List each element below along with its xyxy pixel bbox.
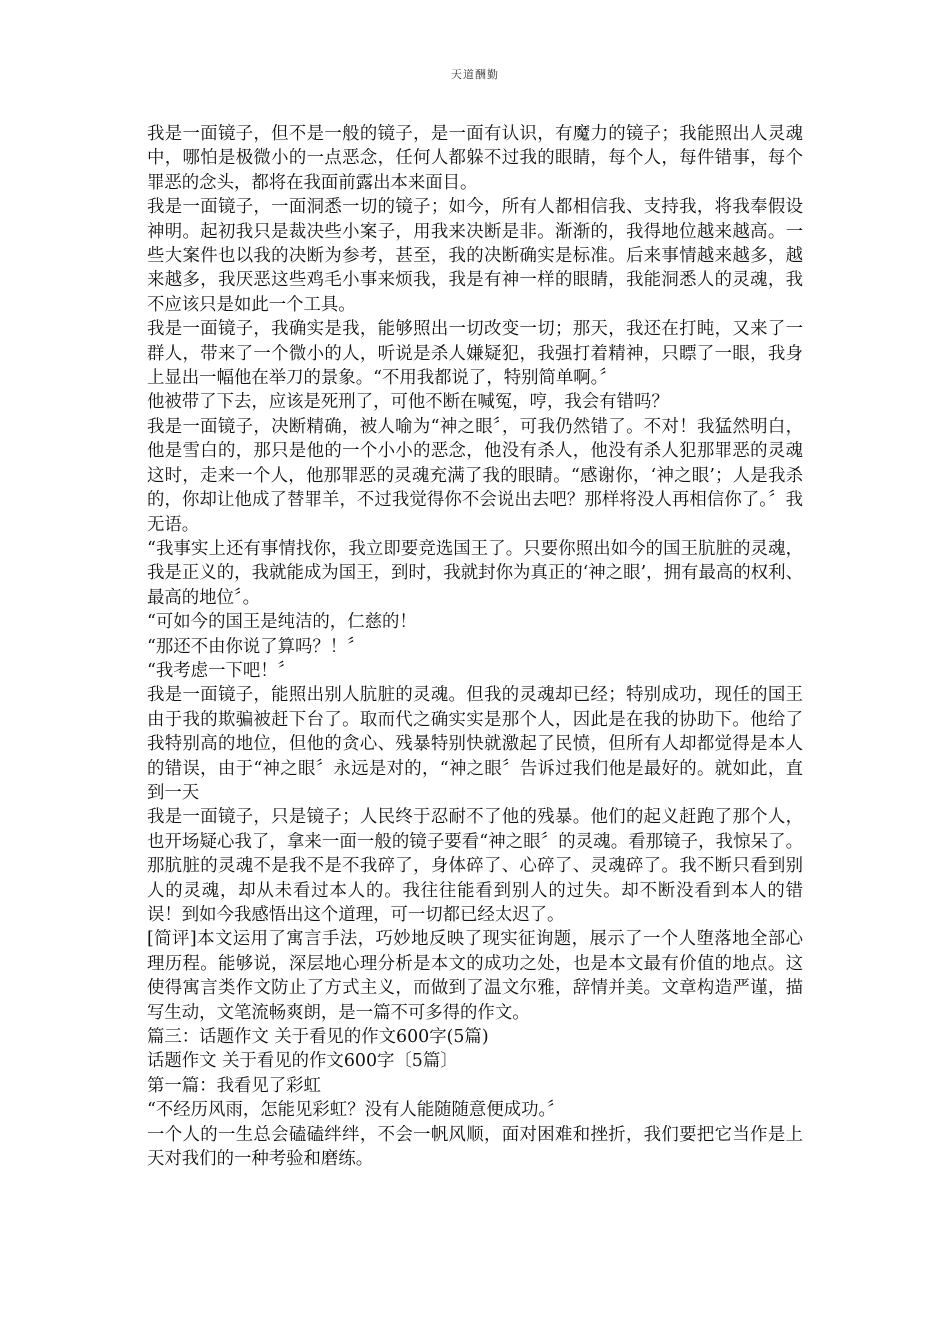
paragraph-dialogue-decide: “那还不由你说了算吗？！〞	[147, 636, 365, 657]
page-header: 天道酬勤	[451, 68, 499, 81]
paragraph-rainbow-body: 一个人的一生总会磕磕绊绊，不会一帆风顺，面对困难和挫折，我们要把它当作是上天对我们的一种考验和磨练。	[147, 1124, 803, 1170]
paragraph-suspect-sentenced: 他被带了下去，应该是死刑了，可他不断在喊冤，哼，我会有错吗？	[147, 392, 669, 413]
paragraph-mirror-status: 我是一面镜子，一面洞悉一切的镜子；如今，所有人都相信我、支持我，将我奉假设神明。起初我只是裁决些小案子，用我来决断是非。渐渐的，我得地位越来越高。一些大案件也以我的决断为参考，甚至，我的决断确实是标准。后来事情越来越多，越来越多，我厌恶这些鸡毛小事来烦我，我是有神一样的眼睛，我能洞悉人的灵魂，我不应该只是如此一个工具。	[147, 197, 803, 315]
paragraph-dialogue-king: “我事实上还有事情找你，我立即要竞选国王了。只要你照出如今的国王肮脏的灵魂，我是正义的，我就能成为国王，到时，我就封你为真正的‘神之眼’，拥有最高的权利、最高的地位〞。	[147, 538, 803, 608]
document-body	[147, 122, 803, 1171]
paragraph-mirror-deceit: 我是一面镜子，能照出别人肮脏的灵魂。但我的灵魂却已经；特别成功，现任的国王由于我的欺骗被赶下台了。取而代之确实实是那个人，因此是在我的协助下。他给了我特别高的地位，但他的贪心、残暴特别快就激起了民愤，但所有人却都觉得是本人的错误，由于“神之眼〞永远是对的，“神之眼〞告诉过我们他是最好的。就如此，直到一天	[147, 685, 803, 803]
essay-title-rainbow: 第一篇：我看见了彩虹	[147, 1075, 321, 1096]
paragraph-mirror-broken: 我是一面镜子，只是镜子；人民终于忍耐不了他的残暴。他们的起义赶跑了那个人，也开场疑心我了，拿来一面一般的镜子要看“神之眼〞的灵魂。看那镜子，我惊呆了。那肮脏的灵魂不是我不是不我碎了，身体碎了、心碎了、灵魂碎了。我不断只看到别人的灵魂，却从未看过本人的。我往往能看到别人的过失。却不断没看到本人的错误！到如今我感悟出这个道理，可一切都已经太迟了。	[147, 807, 803, 925]
paragraph-mirror-suspect: 我是一面镜子，我确实是我，能够照出一切改变一切；那天，我还在打盹，又来了一群人，带来了一个微小的人，听说是杀人嫌疑犯，我强打着精神，只瞟了一眼，我身上显出一幅他在举刀的景象。“不用我都说了，特别简单啊。〞	[147, 319, 803, 389]
paragraph-review: [简评]本文运用了寓言手法，巧妙地反映了现实征询题，展示了一个人堕落地全部心理历程。能够说，深层地心理分析是本文的成功之处，也是本文最有价值的地点。这使得寓言类作文防止了方式主义，而做到了温文尔雅，辞情并美。文章构造严谨，描写生动，文笔流畅爽朗，是一篇不可多得的作文。	[147, 929, 803, 1023]
section-heading-part3: 篇三：话题作文 关于看见的作文600字(5篇)	[147, 1027, 489, 1048]
paragraph-rainbow-quote: “不经历风雨，怎能见彩虹？没有人能随随意便成功。〞	[147, 1100, 565, 1121]
paragraph-dialogue-pure: “可如今的国王是纯洁的，仁慈的！	[147, 612, 417, 633]
section-subheading: 话题作文 关于看见的作文600字〔5篇〕	[147, 1051, 458, 1072]
paragraph-mirror-wrong: 我是一面镜子，决断精确，被人喻为“神之眼〞，可我仍然错了。不对！我猛然明白，他是雪白的，那只是他的一个小小的恶念，他没有杀人，他没有杀人犯那罪恶的灵魂这时，走来一个人，他那罪恶的灵魂充满了我的眼睛。“感谢你，‘神之眼’；人是我杀的，你却让他成了替罪羊，不过我觉得你不会说出去吧？那样将没人再相信你了。〞我无语。	[147, 416, 803, 535]
paragraph-dialogue-consider: “我考虑一下吧！〞	[147, 660, 296, 681]
paragraph-mirror-intro: 我是一面镜子，但不是一般的镜子，是一面有认识，有魔力的镜子；我能照出人灵魂中，哪怕是极微小的一点恶念，任何人都躲不过我的眼睛，每个人，每件错事，每个罪恶的念头，都将在我面前露出本来面目。	[147, 124, 803, 193]
